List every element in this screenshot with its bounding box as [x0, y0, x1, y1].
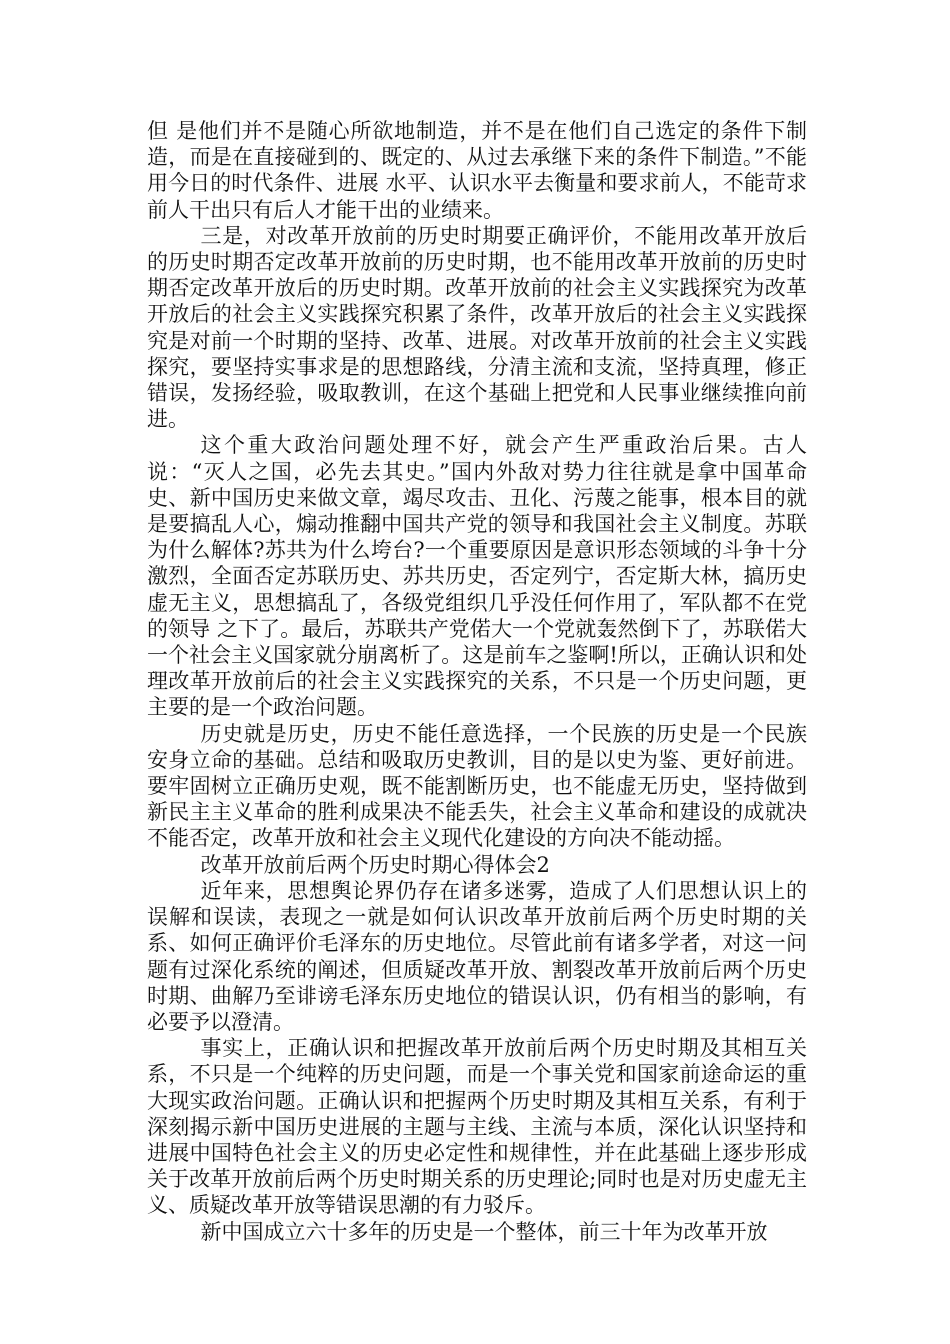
document-body	[147, 118, 807, 1245]
paragraph-5: 近年来，思想舆论界仍存在诸多迷雾，造成了人们思想认识上的误解和误读，表现之一就是如何认识改革开放前后两个历史时期的关系、如何正确评价毛泽东的历史地位。尽管此前有诸多学者，对这一问题有过深化系统的阐述，但质疑改革开放、割裂改革开放前后两个历史时期、曲解乃至诽谤毛泽东历史地位的错误认识，仍有相当的影响，有必要予以澄清。	[147, 878, 807, 1034]
paragraph-6: 事实上，正确认识和把握改革开放前后两个历史时期及其相互关系，不只是一个纯粹的历史问题，而是一个事关党和国家前途命运的重大现实政治问题。正确认识和把握两个历史时期及其相互关系，有利于深刻揭示新中国历史进展的主题与主线、主流与本质，深化认识坚持和进展中国特色社会主义的历史必定性和规律性，并在此基础上逐步形成关于改革开放前后两个历史时期关系的历史理论;同时也是对历史虚无主义、质疑改革开放等错误思潮的有力驳斥。	[147, 1036, 807, 1218]
section-heading: 改革开放前后两个历史时期心得体会2	[200, 852, 550, 877]
paragraph-4: 历史就是历史，历史不能任意选择，一个民族的历史是一个民族安身立命的基础。总结和吸取历史教训，目的是以史为鉴、更好前进。要牢固树立正确历史观，既不能割断历史，也不能虚无历史，坚持做到新民主主义革命的胜利成果决不能丢失，社会主义革命和建设的成就决不能否定，改革开放和社会主义现代化建设的方向决不能动摇。	[147, 721, 807, 851]
paragraph-3: 这个重大政治问题处理不好，就会产生严重政治后果。古人说：“灭人之国，必先去其史。”国内外敌对势力往往就是拿中国革命史、新中国历史来做文章，竭尽攻击、丑化、污蔑之能事，根本目的就是要搞乱人心，煽动推翻中国共产党的领导和我国社会主义制度。苏联为什么解体?苏共为什么垮台?一个重要原因是意识形态领域的斗争十分激烈，全面否定苏联历史、苏共历史，否定列宁，否定斯大林，搞历史虚无主义，思想搞乱了，各级党组织几乎没任何作用了，军队都不在党的领导 之下了。最后，苏联共产党偌大一个党就轰然倒下了，苏联偌大一个社会主义国家就分崩离析了。这是前车之鉴啊!所以，正确认识和处理改革开放前后的社会主义实践探究的关系，不只是一个历史问题，更主要的是一个政治问题。	[147, 433, 807, 720]
paragraph-1: 但 是他们并不是随心所欲地制造，并不是在他们自己选定的条件下制造，而是在直接碰到的、既定的、从过去承继下来的条件下制造。”不能用今日的时代条件、进展 水平、认识水平去衡量和要求前人，不能苛求前人干出只有后人才能干出的业绩来。	[147, 119, 807, 222]
paragraph-2: 三是，对改革开放前的历史时期要正确评价，不能用改革开放后的历史时期否定改革开放前的历史时期，也不能用改革开放前的历史时期否定改革开放后的历史时期。改革开放前的社会主义实践探究为改革开放后的社会主义实践探究积累了条件，改革开放后的社会主义实践探究是对前一个时期的坚持、改革、进展。对改革开放前的社会主义实践探究，要坚持实事求是的思想路线，分清主流和支流，坚持真理，修正错误，发扬经验，吸取教训，在这个基础上把党和人民事业继续推向前 进。	[147, 223, 807, 432]
paragraph-7: 新中国成立六十多年的历史是一个整体，前三十年为改革开放	[200, 1219, 768, 1244]
